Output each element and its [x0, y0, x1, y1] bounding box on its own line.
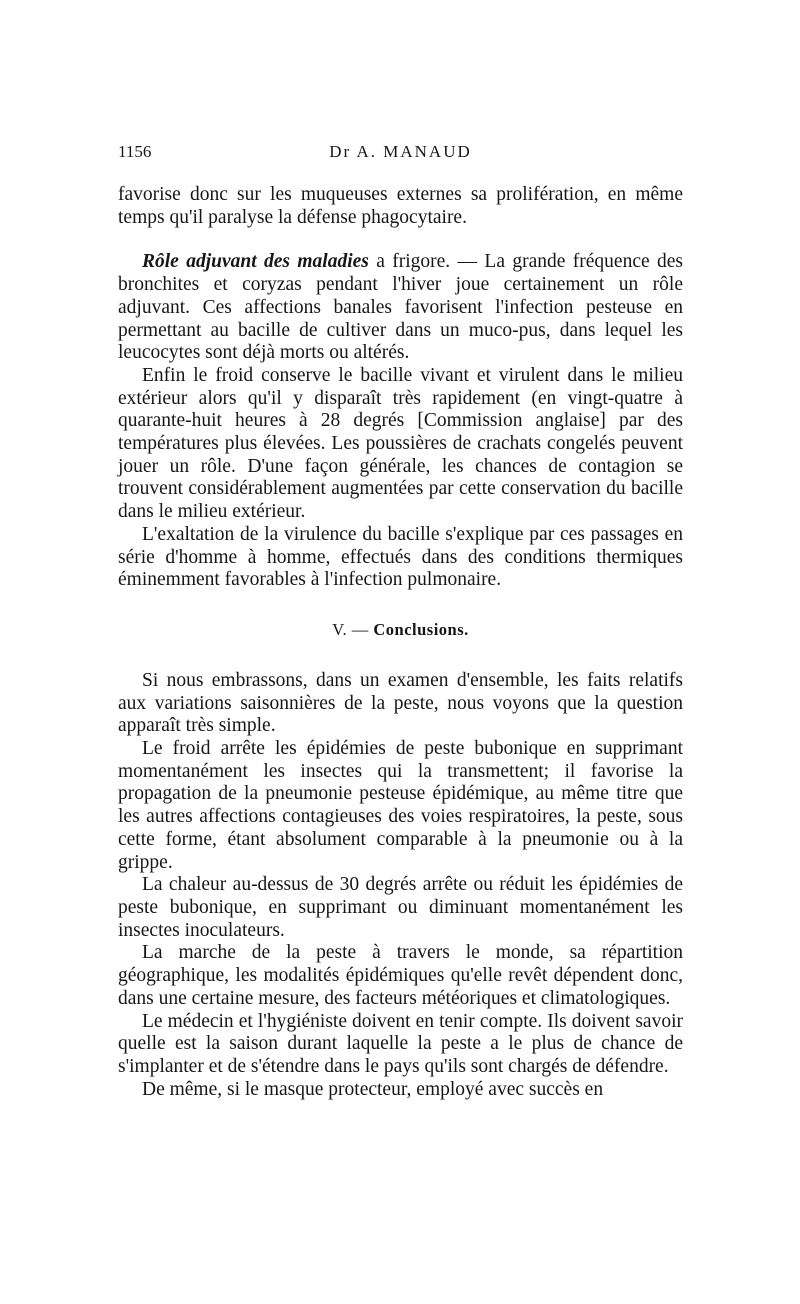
conclusion-paragraph-4: La marche de la peste à travers le monde, sa répartition géographique, les modalités épidémiques qu'elle revêt dépendent donc, dans une certaine mesure, des facteurs météoriques et climatologiques.	[118, 942, 683, 1009]
paragraph-continuation: favorise donc sur les muqueuses externes sa prolifération, en même temps qu'il paralyse la défense phagocytaire.	[118, 184, 683, 228]
conclusion-paragraph-1: Si nous embrassons, dans un examen d'ensemble, les faits relatifs aux variations saisonnières de la peste, nous voyons que la question apparaît très simple.	[118, 669, 683, 737]
conclusion-paragraph-6: De même, si le masque protecteur, employé avec succès en	[142, 1078, 604, 1100]
page-number: 1156	[118, 142, 152, 161]
conclusion-paragraph-2: Le froid arrête les épidémies de peste bubonique en supprimant momentanément les insectes qui la transmettent; il favorise la propagation de la pneumonie pesteuse épidémique, au même titre que les autres affections contagieuses des voies respiratoires, la peste, sous cette forme, étant absolument comparable à la pneumonie ou à la grippe.	[118, 738, 683, 873]
page-body	[118, 142, 683, 1101]
paragraph-adjuvant-text: a frigore. — La grande fréquence des bronchites et coryzas pendant l'hiver joue certainement un rôle adjuvant. Ces affections banales favorisent l'infection pesteuse en permettant au bacille de cultiver dans un muco-pus, dans lequel les leucocytes sont déjà morts ou altérés.	[118, 251, 683, 364]
paragraph-adjuvant-role	[118, 251, 683, 365]
running-head: Dr A. MANAUD	[329, 142, 472, 161]
paragraph-cold-conservation: Enfin le froid conserve le bacille vivant et virulent dans le milieu extérieur alors qu'il y disparaît très rapidement (en vingt-quatre à quarante-huit heures à 28 degrés [Commission anglaise] par des températures plus élevées. Les poussières de crachats congelés peuvent jouer un rôle. D'une façon générale, les chances de contagion se trouvent considérablement augmentées par cette conservation du bacille dans le milieu extérieur.	[118, 364, 683, 523]
section-number: V. —	[332, 619, 369, 639]
conclusion-paragraph-3: La chaleur au-dessus de 30 degrés arrête ou réduit les épidémies de peste bubonique, en supprimant ou diminuant momentanément les insectes inoculateurs.	[118, 874, 683, 941]
section-heading	[118, 620, 683, 640]
paragraph-virulence: L'exaltation de la virulence du bacille s'explique par ces passages en série d'homme à homme, effectués dans des conditions thermiques éminemment favorables à l'infection pulmonaire.	[118, 523, 683, 591]
conclusion-paragraph-5: Le médecin et l'hygiéniste doivent en tenir compte. Ils doivent savoir quelle est la saison durant laquelle la peste a le plus de chance de s'implanter et de s'étendre dans le pays qu'ils sont chargés de défendre.	[118, 1010, 683, 1077]
paragraph-lead-italic: Rôle adjuvant des maladies	[142, 251, 369, 273]
section-title: Conclusions.	[373, 619, 469, 639]
page-header	[118, 142, 683, 168]
